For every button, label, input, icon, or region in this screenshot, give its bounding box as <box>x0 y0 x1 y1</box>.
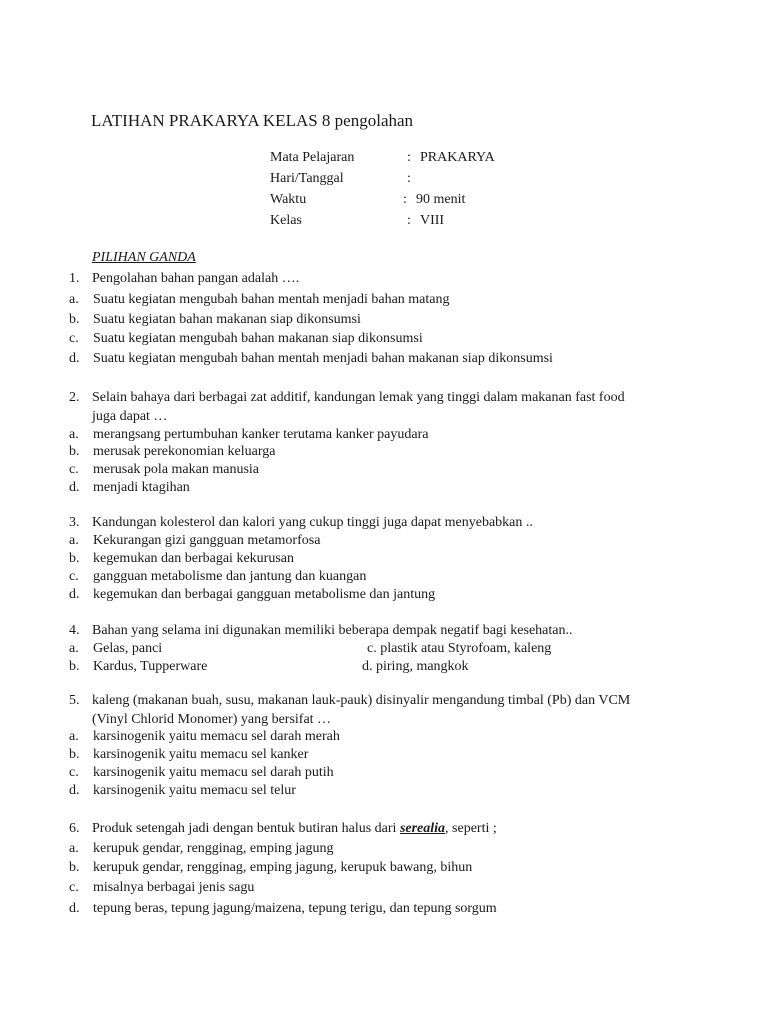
option-letter: b. <box>69 860 80 875</box>
option-letter: c. <box>69 462 79 477</box>
option-text: kerupuk gendar, rengginag, emping jagung <box>93 841 334 856</box>
option-letter: c. <box>69 569 79 584</box>
question-text: Selain bahaya dari berbagai zat additif, kandungan lemak yang tinggi dalam makanan fast food <box>92 390 625 405</box>
option-text: karsinogenik yaitu memacu sel darah merah <box>93 729 340 744</box>
section-title: PILIHAN GANDA <box>92 250 196 265</box>
option-letter: d. <box>69 901 80 916</box>
meta-label: Kelas <box>270 213 302 228</box>
meta-separator: : <box>407 213 411 228</box>
option-text: menjadi ktagihan <box>93 480 190 495</box>
option-letter: d. <box>69 351 80 366</box>
option-text: merangsang pertumbuhan kanker terutama kanker payudara <box>93 427 429 442</box>
option-text: merusak perekonomian keluarga <box>93 444 276 459</box>
question-emphasis: serealia <box>399 821 446 836</box>
option-text: karsinogenik yaitu memacu sel darah putih <box>93 765 334 780</box>
option-text: kerupuk gendar, rengginag, emping jagung, kerupuk bawang, bihun <box>93 860 473 875</box>
question-text: Pengolahan bahan pangan adalah …. <box>92 271 300 286</box>
option-letter: a. <box>69 427 79 442</box>
question-text-after: , seperti ; <box>445 821 497 836</box>
option-text-right: c. plastik atau Styrofoam, kaleng <box>367 641 552 656</box>
question-text-before: Produk setengah jadi dengan bentuk butiran halus dari <box>92 821 400 836</box>
option-text: misalnya berbagai jenis sagu <box>93 880 255 895</box>
meta-value: PRAKARYA <box>420 150 495 165</box>
option-letter: a. <box>69 641 79 656</box>
option-text: Suatu kegiatan mengubah bahan makanan siap dikonsumsi <box>93 331 423 346</box>
option-letter: d. <box>69 480 80 495</box>
question-number: 3. <box>69 515 80 530</box>
option-text: karsinogenik yaitu memacu sel kanker <box>93 747 309 762</box>
meta-separator: : <box>403 192 407 207</box>
option-letter: b. <box>69 551 80 566</box>
meta-separator: : <box>407 150 411 165</box>
meta-separator: : <box>407 171 411 186</box>
option-text: Suatu kegiatan mengubah bahan mentah menjadi bahan makanan siap dikonsumsi <box>93 351 553 366</box>
question-text-line2: (Vinyl Chlorid Monomer) yang bersifat … <box>92 712 332 727</box>
option-text: gangguan metabolisme dan jantung dan kuangan <box>93 569 367 584</box>
option-text: karsinogenik yaitu memacu sel telur <box>93 783 296 798</box>
question-text: Kandungan kolesterol dan kalori yang cukup tinggi juga dapat menyebabkan .. <box>92 515 533 530</box>
option-text: Suatu kegiatan bahan makanan siap dikonsumsi <box>93 312 361 327</box>
question-number: 4. <box>69 623 80 638</box>
question-text-line2: juga dapat … <box>92 409 168 424</box>
option-letter: d. <box>69 587 80 602</box>
option-text: kegemukan dan berbagai kekurusan <box>93 551 294 566</box>
option-letter: a. <box>69 292 79 307</box>
question-number: 2. <box>69 390 80 405</box>
option-text-right: d. piring, mangkok <box>362 659 469 674</box>
option-letter: b. <box>69 312 80 327</box>
option-text: tepung beras, tepung jagung/maizena, tepung terigu, dan tepung sorgum <box>93 901 497 916</box>
option-letter: a. <box>69 533 79 548</box>
option-letter: b. <box>69 659 80 674</box>
option-letter: b. <box>69 444 80 459</box>
question-number: 6. <box>69 821 80 836</box>
option-letter: c. <box>69 880 79 895</box>
question-text <box>92 820 497 838</box>
question-number: 1. <box>69 271 80 286</box>
option-letter: a. <box>69 841 79 856</box>
option-text: Gelas, panci <box>93 641 163 656</box>
meta-value: VIII <box>420 213 445 228</box>
question-text: kaleng (makanan buah, susu, makanan lauk-pauk) disinyalir mengandung timbal (Pb) dan VCM <box>92 693 631 708</box>
option-letter: a. <box>69 729 79 744</box>
option-letter: c. <box>69 765 79 780</box>
meta-label: Hari/Tanggal <box>270 171 344 186</box>
option-text: Kekurangan gizi gangguan metamorfosa <box>93 533 321 548</box>
option-text: Suatu kegiatan mengubah bahan mentah menjadi bahan matang <box>93 292 450 307</box>
meta-value: 90 menit <box>416 192 466 207</box>
option-letter: c. <box>69 331 79 346</box>
option-text: merusak pola makan manusia <box>93 462 260 477</box>
option-text: Kardus, Tupperware <box>93 659 208 674</box>
question-text: Bahan yang selama ini digunakan memiliki beberapa dempak negatif bagi kesehatan.. <box>92 623 573 638</box>
option-letter: d. <box>69 783 80 798</box>
option-text: kegemukan dan berbagai gangguan metabolisme dan jantung <box>93 587 436 602</box>
option-letter: b. <box>69 747 80 762</box>
question-number: 5. <box>69 693 80 708</box>
meta-label: Waktu <box>270 192 307 207</box>
meta-label: Mata Pelajaran <box>270 150 355 165</box>
document-title: LATIHAN PRAKARYA KELAS 8 pengolahan <box>91 111 414 130</box>
